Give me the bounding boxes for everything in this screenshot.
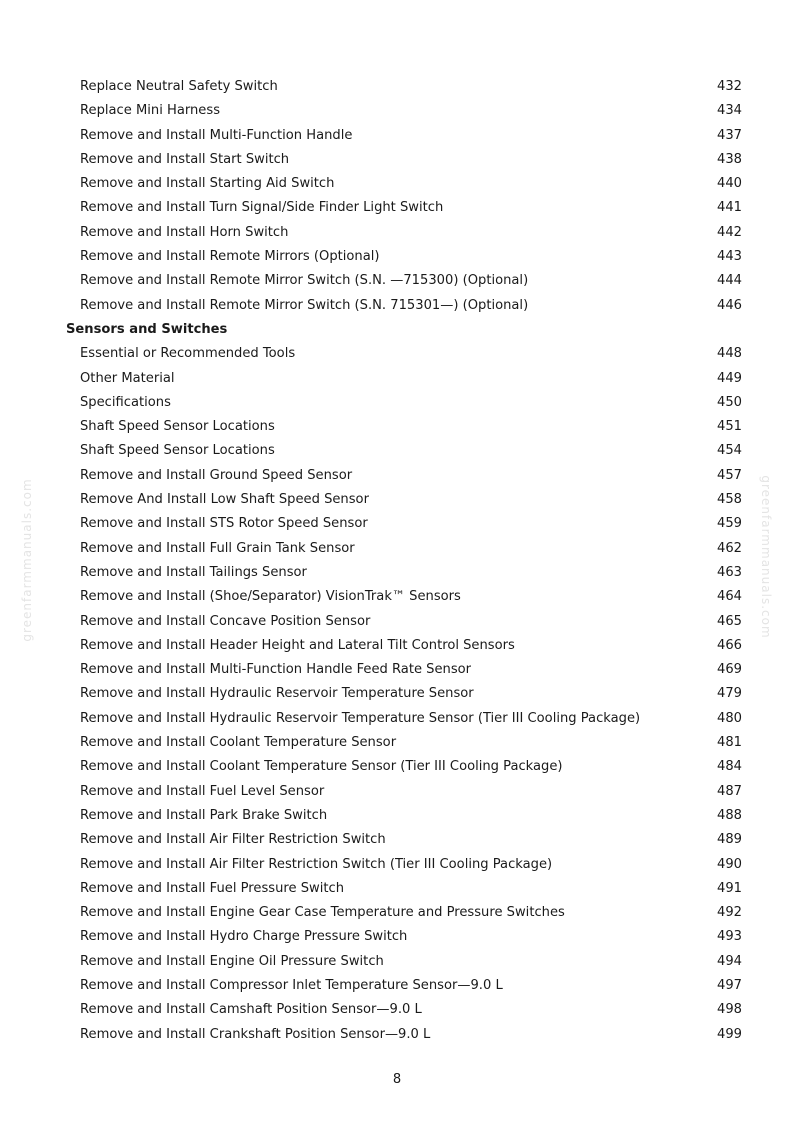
entry-title: Remove and Install Header Height and Lateral Tilt Control Sensors — [80, 637, 515, 653]
toc-entry[interactable] — [66, 269, 742, 293]
toc-entry[interactable] — [66, 585, 742, 609]
toc-entry[interactable] — [66, 950, 742, 974]
entry-page-number: 449 — [717, 370, 742, 386]
entry-title: Remove and Install Compressor Inlet Temperature Sensor—9.0 L — [80, 977, 503, 993]
toc-entry[interactable] — [66, 512, 742, 536]
entry-title: Remove and Install STS Rotor Speed Sensor — [80, 516, 368, 532]
entry-page-number: 454 — [717, 443, 742, 459]
entry-page-number: 432 — [717, 79, 742, 94]
entry-title: Remove and Install Remote Mirror Switch (S.N. —715300) (Optional) — [80, 273, 529, 289]
toc-entry[interactable] — [66, 1023, 742, 1047]
entry-page-number: 434 — [717, 103, 742, 119]
entry-title: Remove and Install Concave Position Sensor — [80, 613, 371, 629]
toc-entry[interactable] — [66, 780, 742, 804]
table-of-contents — [66, 75, 742, 1047]
entry-page-number: 465 — [717, 613, 742, 629]
toc-entry[interactable] — [66, 804, 742, 828]
toc-section-heading — [66, 318, 742, 342]
entry-page-number: 497 — [717, 977, 742, 993]
entry-title: Remove and Install Engine Gear Case Temperature and Pressure Switches — [80, 905, 565, 921]
entry-title: Remove and Install Ground Speed Sensor — [80, 467, 353, 483]
toc-entry[interactable] — [66, 610, 742, 634]
entry-title: Essential or Recommended Tools — [80, 346, 296, 362]
entry-page-number: 443 — [717, 249, 742, 265]
page-number: 8 — [392, 1072, 402, 1087]
entry-page-number: 494 — [717, 953, 742, 969]
toc-entry[interactable] — [66, 367, 742, 391]
toc-entry[interactable] — [66, 148, 742, 172]
toc-entry[interactable] — [66, 561, 742, 585]
section-title: Sensors and Switches — [66, 321, 228, 337]
entry-title: Remove and Install Camshaft Position Sensor—9.0 L — [80, 1002, 422, 1018]
toc-entry[interactable] — [66, 391, 742, 415]
entry-title: Remove and Install Crankshaft Position Sensor—9.0 L — [80, 1026, 431, 1042]
toc-entry[interactable] — [66, 998, 742, 1022]
entry-title: Remove and Install Park Brake Switch — [80, 807, 328, 823]
entry-page-number: 489 — [717, 832, 742, 848]
toc-entry[interactable] — [66, 634, 742, 658]
toc-entry[interactable] — [66, 488, 742, 512]
entry-page-number: 463 — [717, 564, 742, 580]
toc-entry[interactable] — [66, 877, 742, 901]
entry-page-number: 466 — [717, 637, 742, 653]
entry-page-number: 448 — [717, 346, 742, 362]
toc-entry[interactable] — [66, 658, 742, 682]
entry-page-number: 481 — [717, 735, 742, 751]
entry-page-number: 492 — [717, 905, 742, 921]
toc-entry[interactable] — [66, 196, 742, 220]
entry-title: Remove and Install Turn Signal/Side Finder Light Switch — [80, 200, 444, 216]
toc-entry[interactable] — [66, 342, 742, 366]
entry-title: Remove and Install Remote Mirror Switch (S.N. 715301—) (Optional) — [80, 297, 529, 313]
entry-title: Remove and Install Hydraulic Reservoir Temperature Sensor — [80, 686, 474, 702]
entry-page-number: 438 — [717, 151, 742, 167]
entry-page-number: 491 — [717, 880, 742, 896]
toc-entry[interactable] — [66, 439, 742, 463]
toc-entry[interactable] — [66, 925, 742, 949]
toc-entry[interactable] — [66, 124, 742, 148]
entry-page-number: 451 — [717, 419, 742, 435]
entry-title: Remove and Install Multi-Function Handle Feed Rate Sensor — [80, 662, 472, 678]
entry-title: Shaft Speed Sensor Locations — [80, 419, 275, 435]
entry-page-number: 480 — [717, 710, 742, 726]
entry-page-number: 458 — [717, 492, 742, 508]
entry-page-number: 499 — [717, 1026, 742, 1042]
entry-page-number: 484 — [717, 759, 742, 775]
entry-title: Remove and Install Starting Aid Switch — [80, 176, 335, 192]
toc-entry[interactable] — [66, 731, 742, 755]
entry-page-number: 441 — [717, 200, 742, 216]
entry-title: Replace Mini Harness — [80, 103, 221, 119]
entry-title: Remove and Install Tailings Sensor — [80, 564, 307, 580]
entry-page-number: 487 — [717, 783, 742, 799]
watermark-right: greenfarmmanuals.com — [759, 475, 773, 639]
entry-title: Specifications — [80, 394, 171, 410]
toc-entry[interactable] — [66, 537, 742, 561]
entry-title: Remove and Install Hydraulic Reservoir Temperature Sensor (Tier III Cooling Package) — [80, 710, 641, 726]
toc-entry[interactable] — [66, 828, 742, 852]
toc-entry[interactable] — [66, 245, 742, 269]
toc-entry[interactable] — [66, 755, 742, 779]
toc-entry[interactable] — [66, 853, 742, 877]
entry-page-number: 450 — [717, 394, 742, 410]
entry-title: Remove and Install Coolant Temperature Sensor (Tier III Cooling Package) — [80, 759, 563, 775]
entry-page-number: 440 — [717, 176, 742, 192]
toc-entry[interactable] — [66, 464, 742, 488]
entry-page-number: 488 — [717, 807, 742, 823]
entry-page-number: 446 — [717, 297, 742, 313]
toc-entry[interactable] — [66, 707, 742, 731]
entry-title: Remove and Install Fuel Level Sensor — [80, 783, 325, 799]
toc-entry[interactable] — [66, 99, 742, 123]
entry-title: Remove and Install Air Filter Restriction Switch — [80, 832, 386, 848]
entry-title: Remove and Install Start Switch — [80, 151, 290, 167]
toc-entry[interactable] — [66, 682, 742, 706]
entry-page-number: 479 — [717, 686, 742, 702]
toc-entry[interactable] — [66, 221, 742, 245]
toc-entry[interactable] — [66, 415, 742, 439]
entry-page-number: 437 — [717, 127, 742, 143]
toc-entry[interactable] — [66, 172, 742, 196]
entry-page-number: 464 — [717, 589, 742, 605]
entry-page-number: 442 — [717, 224, 742, 240]
entry-page-number: 457 — [717, 467, 742, 483]
entry-title: Remove and Install Air Filter Restriction Switch (Tier III Cooling Package) — [80, 856, 553, 872]
entry-title: Replace Neutral Safety Switch — [80, 79, 278, 94]
entry-title: Remove and Install (Shoe/Separator) VisionTrak™ Sensors — [80, 589, 461, 605]
entry-title: Remove and Install Engine Oil Pressure Switch — [80, 953, 384, 969]
entry-title: Remove and Install Full Grain Tank Sensor — [80, 540, 355, 556]
entry-page-number: 459 — [717, 516, 742, 532]
entry-title: Remove and Install Fuel Pressure Switch — [80, 880, 345, 896]
entry-title: Remove and Install Coolant Temperature Sensor — [80, 735, 397, 751]
entry-page-number: 493 — [717, 929, 742, 945]
toc-entry[interactable] — [66, 901, 742, 925]
entry-title: Shaft Speed Sensor Locations — [80, 443, 275, 459]
entry-page-number: 490 — [717, 856, 742, 872]
watermark-left: greenfarmmanuals.com — [20, 478, 34, 642]
entry-title: Other Material — [80, 370, 175, 386]
toc-entry[interactable] — [66, 75, 742, 99]
toc-entry[interactable] — [66, 294, 742, 318]
entry-title: Remove and Install Remote Mirrors (Optional) — [80, 249, 380, 265]
entry-title: Remove and Install Horn Switch — [80, 224, 289, 240]
entry-page-number: 462 — [717, 540, 742, 556]
toc-entry[interactable] — [66, 974, 742, 998]
entry-page-number: 469 — [717, 662, 742, 678]
entry-title: Remove And Install Low Shaft Speed Sensor — [80, 492, 369, 508]
entry-title: Remove and Install Hydro Charge Pressure Switch — [80, 929, 408, 945]
entry-title: Remove and Install Multi-Function Handle — [80, 127, 353, 143]
entry-page-number: 498 — [717, 1002, 742, 1018]
entry-page-number: 444 — [717, 273, 742, 289]
